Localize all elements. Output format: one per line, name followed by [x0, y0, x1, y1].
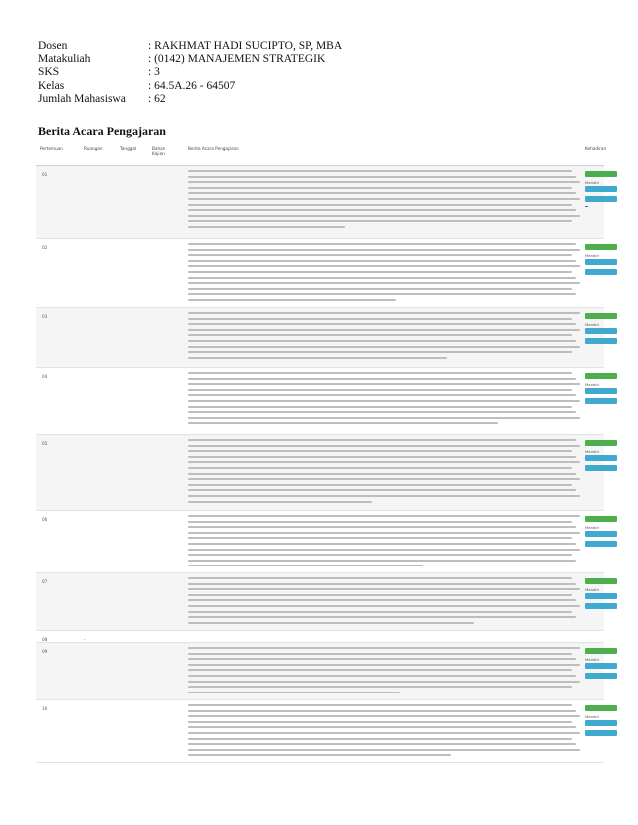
text-line — [188, 406, 572, 408]
kehadiran-text: Mandiri — [585, 714, 600, 719]
table-row — [36, 511, 604, 573]
table-row — [36, 643, 604, 700]
cell-berita-acara — [188, 243, 580, 301]
table-row — [36, 435, 604, 511]
table-row — [36, 239, 604, 308]
more-link[interactable] — [585, 206, 588, 208]
text-line — [188, 721, 572, 723]
cell-kehadiran — [585, 313, 625, 348]
cell-pertemuan: 09 — [42, 649, 48, 654]
header-pertemuan: Pertemuan — [40, 146, 63, 151]
text-line — [188, 383, 580, 385]
cell-pertemuan: 04 — [42, 374, 48, 379]
table-row — [36, 308, 604, 368]
info-badge[interactable] — [585, 259, 617, 265]
text-line — [188, 198, 580, 200]
text-line — [188, 299, 396, 301]
text-line — [188, 681, 580, 683]
status-badge — [585, 516, 617, 522]
info-badge[interactable] — [585, 196, 617, 202]
cell-berita-acara — [188, 372, 580, 428]
cell-berita-acara — [188, 704, 580, 756]
cell-kehadiran — [585, 705, 625, 740]
kehadiran-text: Mandiri — [585, 382, 600, 387]
kelas-label: Kelas — [38, 79, 65, 92]
kehadiran-text: Mandiri — [585, 525, 600, 530]
text-line — [188, 515, 580, 517]
cell-kehadiran — [585, 578, 625, 613]
text-line — [188, 181, 580, 183]
matkul-label: Matakuliah — [38, 53, 91, 66]
text-line — [188, 209, 576, 211]
text-line — [188, 565, 423, 566]
kehadiran-text: Mandiri — [585, 657, 600, 662]
text-line — [188, 400, 580, 402]
text-line — [188, 456, 576, 458]
text-line — [188, 743, 576, 745]
cell-berita-acara — [188, 439, 580, 504]
info-badge[interactable] — [585, 531, 617, 537]
cell-pertemuan: 08 — [42, 637, 48, 642]
info-badge[interactable] — [585, 338, 617, 344]
text-line — [188, 215, 580, 217]
text-line — [188, 254, 572, 256]
cell-pertemuan: 07 — [42, 579, 48, 584]
text-line — [188, 560, 576, 562]
text-line — [188, 543, 576, 545]
text-line — [188, 417, 580, 419]
info-badge[interactable] — [585, 663, 617, 669]
text-line — [188, 249, 580, 251]
jumlah-label: Jumlah Mahasiswa — [38, 92, 126, 105]
cell-kehadiran — [585, 440, 625, 475]
cell-kehadiran — [585, 516, 625, 551]
text-line — [188, 489, 576, 491]
text-line — [188, 495, 580, 497]
text-line — [188, 669, 572, 671]
info-badge[interactable] — [585, 388, 617, 394]
text-line — [188, 329, 580, 331]
cell-berita-acara — [188, 170, 580, 232]
text-line — [188, 658, 576, 660]
text-line — [188, 170, 572, 172]
dosen-row — [38, 40, 342, 53]
info-badge[interactable] — [585, 269, 617, 275]
status-badge — [585, 244, 617, 250]
cell-pertemuan: 01 — [42, 172, 48, 177]
text-line — [188, 351, 572, 353]
text-line — [188, 686, 572, 688]
text-line — [188, 389, 572, 391]
text-line — [188, 288, 572, 290]
text-line — [188, 501, 372, 503]
text-line — [188, 554, 572, 556]
status-badge — [585, 578, 617, 584]
course-info — [38, 40, 342, 106]
text-line — [188, 411, 576, 413]
text-line — [188, 599, 576, 601]
status-badge — [585, 373, 617, 379]
text-line — [188, 323, 576, 325]
jumlah-value: : 62 — [148, 92, 166, 105]
status-badge — [585, 313, 617, 319]
cell-berita-acara — [188, 647, 580, 693]
text-line — [188, 312, 580, 314]
text-line — [188, 478, 580, 480]
info-badge[interactable] — [585, 730, 617, 736]
dosen-label: Dosen — [38, 40, 68, 52]
text-line — [188, 394, 576, 396]
header-tanggal: Tanggal — [120, 146, 137, 151]
info-badge[interactable] — [585, 673, 617, 679]
text-line — [188, 732, 580, 734]
text-line — [188, 532, 580, 534]
info-badge[interactable] — [585, 455, 617, 461]
text-line — [188, 616, 576, 618]
kehadiran-text: Mandiri — [585, 449, 600, 454]
text-line — [188, 445, 580, 447]
text-line — [188, 611, 572, 613]
cell-pertemuan: 05 — [42, 441, 48, 446]
info-badge[interactable] — [585, 328, 617, 334]
text-line — [188, 692, 400, 693]
status-badge — [585, 648, 617, 654]
kehadiran-text: Mandiri — [585, 253, 600, 258]
kehadiran-text: Mandiri — [585, 322, 600, 327]
cell-berita-acara — [188, 635, 580, 636]
text-line — [188, 664, 580, 666]
cell-pertemuan: 06 — [42, 517, 48, 522]
info-badge[interactable] — [585, 603, 617, 609]
text-line — [188, 704, 572, 706]
text-line — [188, 647, 580, 649]
cell-berita-acara — [188, 577, 580, 624]
text-line — [188, 346, 580, 348]
text-line — [188, 577, 572, 579]
text-line — [188, 605, 580, 607]
table-body — [36, 166, 604, 763]
sks-label: SKS — [38, 66, 60, 79]
text-line — [188, 473, 576, 475]
cell-kehadiran — [585, 244, 625, 279]
text-line — [188, 372, 572, 374]
info-badge[interactable] — [585, 720, 617, 726]
text-line — [188, 220, 572, 222]
table-row — [36, 573, 604, 631]
table-row — [36, 368, 604, 435]
info-badge[interactable] — [585, 398, 617, 404]
text-line — [188, 243, 576, 245]
text-line — [188, 526, 576, 528]
text-line — [188, 271, 572, 273]
cell-pertemuan: 02 — [42, 245, 48, 250]
text-line — [188, 710, 576, 712]
sks-value: : 3 — [148, 66, 160, 79]
jumlah-row — [38, 93, 342, 106]
header-berita-acara: Berita Acara Pengajaran — [188, 146, 239, 151]
info-badge[interactable] — [585, 593, 617, 599]
matkul-value: : (0142) MANAJEMEN STRATEGIK — [148, 53, 326, 66]
text-line — [188, 318, 572, 320]
matkul-row — [38, 53, 342, 66]
kelas-value: : 64.5A.26 - 64507 — [148, 79, 236, 92]
text-line — [188, 340, 576, 342]
cell-pertemuan: 10 — [42, 706, 48, 711]
table-row — [36, 631, 604, 643]
text-line — [188, 594, 572, 596]
text-line — [188, 378, 576, 380]
table-header — [36, 143, 607, 166]
info-badge[interactable] — [585, 186, 617, 192]
text-line — [188, 439, 576, 441]
text-line — [188, 738, 572, 740]
text-line — [188, 204, 572, 206]
text-line — [188, 192, 576, 194]
sks-row — [38, 66, 342, 79]
table-row — [36, 700, 604, 763]
text-line — [188, 715, 580, 717]
text-line — [188, 277, 576, 279]
section-title: Berita Acara Pengajaran — [38, 124, 166, 138]
header-ruangan: Ruangan — [84, 146, 103, 151]
header-bahan-kajian: Bahan Kajian — [152, 146, 166, 156]
text-line — [188, 588, 580, 590]
kehadiran-text: Mandiri — [585, 587, 600, 592]
text-line — [188, 467, 572, 469]
table-row — [36, 166, 604, 239]
status-badge — [585, 440, 617, 446]
text-line — [188, 450, 572, 452]
text-line — [188, 226, 345, 228]
text-line — [188, 484, 572, 486]
text-line — [188, 293, 576, 295]
cell-kehadiran — [585, 648, 625, 683]
cell-kehadiran — [585, 373, 625, 408]
text-line — [188, 176, 576, 178]
info-badge[interactable] — [585, 541, 617, 547]
text-line — [188, 260, 576, 262]
text-line — [188, 265, 580, 267]
text-line — [188, 422, 498, 424]
text-line — [188, 187, 572, 189]
kehadiran-text: Mandiri — [585, 180, 600, 185]
status-badge — [585, 171, 617, 177]
berita-acara-table — [36, 143, 607, 763]
text-line — [188, 622, 474, 624]
text-line — [188, 521, 572, 523]
text-line — [188, 282, 580, 284]
text-line — [188, 583, 576, 585]
text-line — [188, 749, 580, 751]
header-kehadiran: Kehadiran — [585, 146, 607, 151]
cell-kehadiran — [585, 171, 625, 207]
text-line — [188, 549, 580, 551]
cell-berita-acara — [188, 515, 580, 566]
text-line — [188, 675, 576, 677]
text-line — [188, 537, 572, 539]
text-line — [188, 653, 572, 655]
text-line — [188, 357, 447, 359]
dosen-value: : RAKHMAT HADI SUCIPTO, SP, MBA — [148, 40, 343, 52]
cell-berita-acara — [188, 312, 580, 361]
cell-ruangan: - — [84, 637, 86, 642]
info-badge[interactable] — [585, 465, 617, 471]
text-line — [188, 726, 576, 728]
status-badge — [585, 705, 617, 711]
cell-pertemuan: 03 — [42, 314, 48, 319]
text-line — [188, 461, 580, 463]
text-line — [188, 334, 572, 336]
text-line — [188, 754, 451, 756]
kelas-row — [38, 80, 342, 93]
